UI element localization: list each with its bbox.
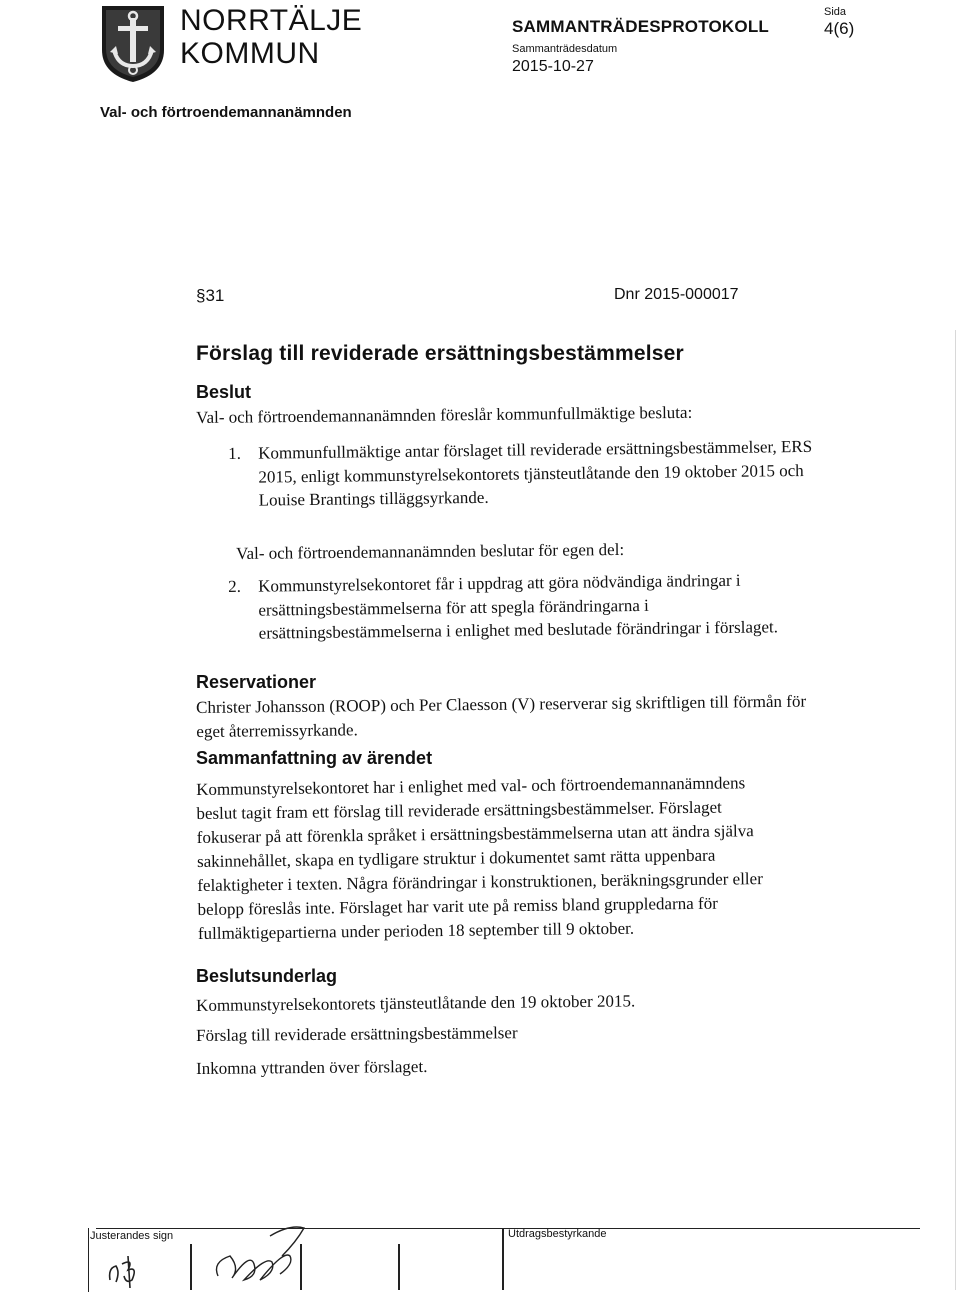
signature-divider [190, 1244, 192, 1290]
reservationer-heading: Reservationer [196, 672, 317, 692]
utdragsbestyrkande-label: Utdragsbestyrkande [508, 1228, 607, 1240]
decision-item-2 [228, 568, 829, 646]
beslut-intro: Val- och förtroendemannanämnden föreslår kommunfullmäktige besluta: [196, 402, 693, 427]
meeting-date-value: 2015-10-27 [512, 58, 594, 75]
sammanfattning-heading: Sammanfattning av ärendet [196, 748, 433, 768]
meeting-date-label: Sammanträdesdatum [512, 43, 618, 55]
kommun-name-line1: NORRTÄLJE [180, 4, 363, 37]
beslutsunderlag-item: Förslag till reviderade ersättningsbestämmelser [196, 1023, 518, 1045]
page-label: Sida [824, 6, 847, 18]
initials-signature-2 [210, 1222, 310, 1284]
kommun-logo-icon [100, 4, 166, 84]
decision-item-1-text: Kommunfullmäktige antar förslaget till reviderade ersättningsbestämmelser, ERS 2015, enligt kommunstyrelsekontorets tjänsteutlåtande den 19 oktober 2015 och Louise Brantings tilläggsyrkande. [258, 436, 813, 510]
beslut-heading: Beslut [196, 382, 252, 402]
document-type: SAMMANTRÄDESPROTOKOLL [512, 17, 769, 36]
paragraph-number [196, 286, 224, 306]
justerandes-sign-label: Justerandes sign [90, 1230, 174, 1242]
decision-item-1-number: 1. [228, 443, 242, 463]
beslutsunderlag-item: Inkomna yttranden över förslaget. [196, 1056, 428, 1078]
beslutsunderlag-item: Kommunstyrelsekontorets tjänsteutlåtande den 19 oktober 2015. [196, 991, 636, 1015]
decision-item-2-number: 2. [228, 576, 242, 596]
decision-item-1 [228, 435, 829, 513]
beslutsunderlag-heading: Beslutsunderlag [196, 966, 338, 986]
initials-signature-1 [104, 1254, 164, 1290]
page-title: Förslag till reviderade ersättningsbestämmelser [196, 342, 684, 365]
kommun-name-line2: KOMMUN [180, 37, 320, 70]
signature-divider [502, 1228, 504, 1290]
kommun-name [180, 4, 362, 70]
reservationer-text: Christer Johansson (ROOP) och Per Claesson (V) reserverar sig skriftligen till förmån för eget återremissyrkande. [196, 691, 807, 741]
section-sign-icon: § [196, 286, 206, 305]
paragraph-number-value: 31 [205, 286, 225, 305]
signature-divider [398, 1244, 400, 1290]
page-number: 4(6) [824, 19, 855, 38]
sammanfattning-text: Kommunstyrelsekontoret har i enlighet med val- och förtroendemannanämndens beslut tagit fram ett förslag till reviderade ersättningsbestämmelser. Förslaget fokuserar på att förenkla språket i ersättningsbestämmelserna utan att ändra själva sakinnehållet, skapa en tydligare struktur i dokumentet samt rätta uppenbara felaktigheter i texten. Några förändringar i konstruktionen, beräkningsgrunder eller belopp föreslås inte. Förslaget har varit ute på remiss bland gruppledarna för fullmäktigepartierna under perioden 18 september till 9 oktober. [196, 773, 763, 943]
scan-edge [955, 330, 956, 1290]
own-decision-intro: Val- och förtroendemannanämnden beslutar för egen del: [236, 539, 625, 563]
diary-number: Dnr 2015-000017 [614, 286, 739, 303]
committee-name: Val- och förtroendemannanämnden [100, 104, 352, 121]
decision-item-2-text: Kommunstyrelsekontoret får i uppdrag att göra nödvändiga ändringar i ersättningsbestämmelserna för att spegla förändringarna i ersättningsbestämmelserna i enlighet med beslutade förändringar i förslaget. [258, 570, 779, 643]
